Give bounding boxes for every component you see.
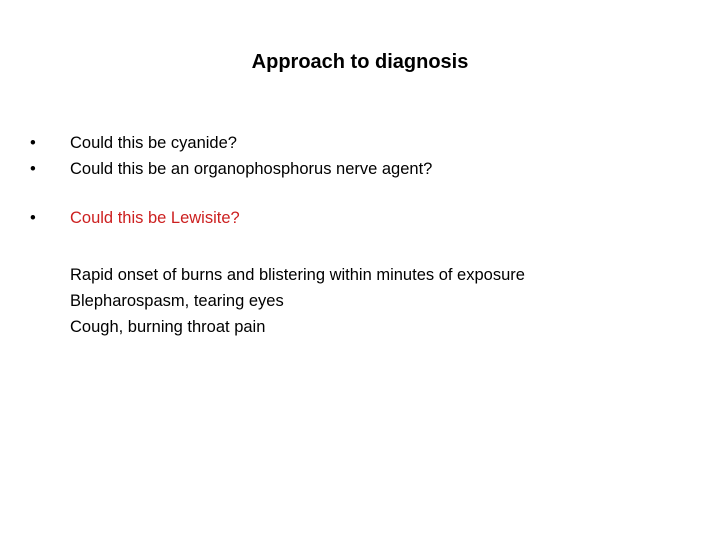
bullet-text-highlighted: Could this be Lewisite? bbox=[70, 209, 240, 227]
detail-line-burns: Rapid onset of burns and blistering within minutes of exposure bbox=[70, 266, 525, 284]
bullet-dot-icon: • bbox=[30, 160, 36, 178]
bullet-text: Could this be cyanide? bbox=[70, 134, 237, 152]
slide-title: Approach to diagnosis bbox=[251, 51, 469, 73]
bullet-dot-icon: • bbox=[30, 134, 36, 152]
detail-line-blepharospasm: Blepharospasm, tearing eyes bbox=[70, 292, 284, 310]
detail-line-cough: Cough, burning throat pain bbox=[70, 318, 266, 336]
bullet-dot-icon: • bbox=[30, 209, 36, 227]
bullet-text: Could this be an organophosphorus nerve agent? bbox=[70, 160, 433, 178]
